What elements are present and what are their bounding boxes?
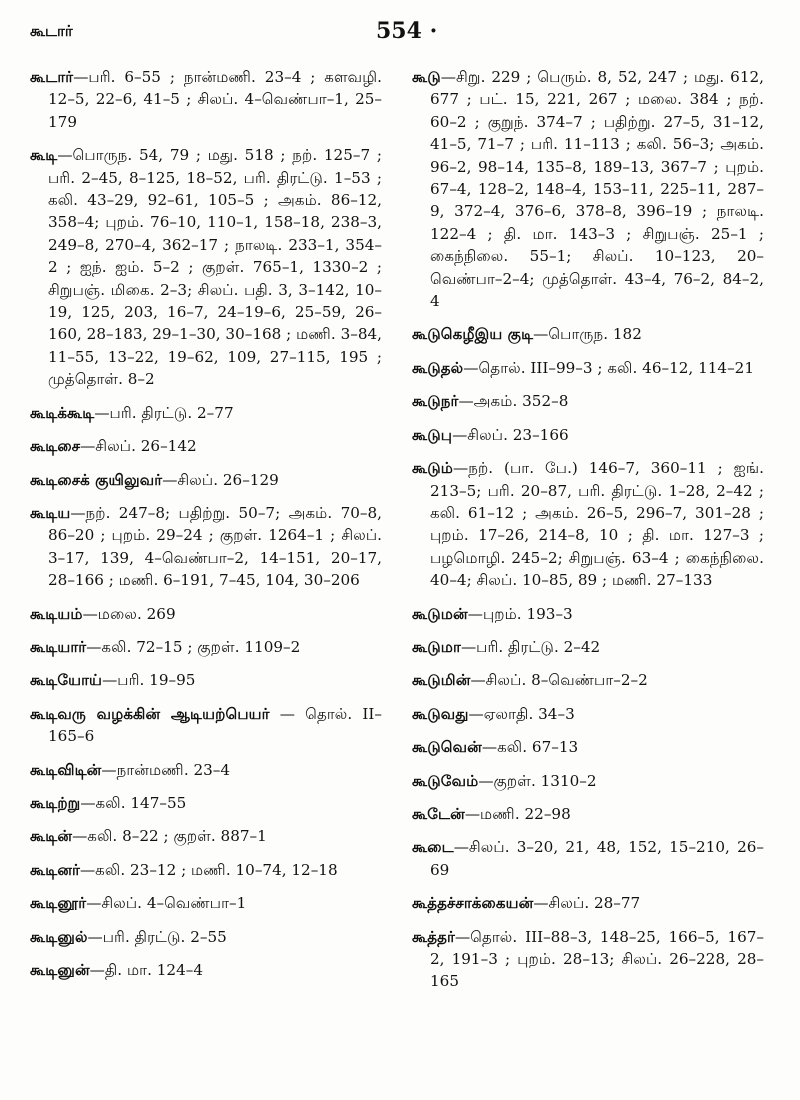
index-entry xyxy=(412,66,764,312)
index-entry xyxy=(30,926,382,948)
entry-headword: கூடேன் xyxy=(412,804,465,823)
entry-headword: கூடுதல் xyxy=(412,358,464,377)
entry-headword: கூடுமா xyxy=(412,637,461,656)
entry-headword: கூடியோய் xyxy=(30,671,103,690)
index-entry xyxy=(30,603,382,625)
index-entry xyxy=(412,736,764,758)
index-entry xyxy=(412,669,764,691)
index-entry xyxy=(30,144,382,390)
index-entry xyxy=(30,759,382,781)
running-head: கூடார் xyxy=(30,22,73,40)
entry-headword: கூடுநர் xyxy=(412,392,459,411)
entry-references: —சிலப். 3–20, 21, 48, 152, 15–210, 26–69 xyxy=(430,838,764,879)
entry-references: — தொல். II–165–6 xyxy=(48,704,382,746)
entry-headword: கூத்தர் xyxy=(412,927,455,946)
entry-headword: கூடு xyxy=(412,68,441,86)
index-entry xyxy=(412,424,764,446)
entry-headword: கூடுபு xyxy=(412,425,453,444)
entry-references: —சிலப். 28–77 xyxy=(533,894,641,913)
entry-references: —கலி. 147–55 xyxy=(80,793,187,812)
entry-headword: கூடுவேம் xyxy=(412,771,479,790)
index-entry xyxy=(30,66,382,133)
entry-references: —சிலப். 26–129 xyxy=(162,470,279,489)
entry-headword: கூடிவிடின் xyxy=(30,760,102,779)
entry-headword: கூடுகெழீஇய குடி xyxy=(412,325,534,344)
index-entry xyxy=(30,402,382,424)
index-entry xyxy=(412,836,764,881)
entry-headword: கூடிற்று xyxy=(30,793,81,812)
entry-references: —தி. மா. 124–4 xyxy=(89,961,204,979)
entry-headword: கூடின் xyxy=(30,827,73,846)
entry-references: —மலை. 269 xyxy=(82,604,176,623)
index-entry xyxy=(412,457,764,591)
entry-headword: கூடியார் xyxy=(30,637,87,656)
entry-headword: கூத்தச்சாக்கையன் xyxy=(412,894,534,913)
entry-headword: கூடிவரு வழக்கின் ஆடியற்பெயர் xyxy=(30,704,270,723)
entry-references: —பரி. திரட்டு. 2–77 xyxy=(94,403,234,422)
entry-references: —பரி. 19–95 xyxy=(102,671,196,690)
entry-references: —கலி. 8–22 ; குறள். 887–1 xyxy=(72,827,267,846)
entry-headword: கூடியம் xyxy=(30,604,83,623)
index-entry xyxy=(30,792,382,814)
entry-references: —சிலப். 4–வெண்பா–1 xyxy=(86,894,247,913)
entry-references: —நற். 247–8; பதிற்று. 50–7; அகம். 70–8, 86–20 ; புறம். 29–24 ; குறள். 1264–1 ; சிலப். 3–17, 139, 4–வெண்பா–2, 14–151, 20–17, 28–166 ; மணி. 6–191, 7–45, 104, 30–206 xyxy=(48,503,382,590)
entry-headword: கூடை xyxy=(412,838,454,857)
entry-references: —கலி. 72–15 ; குறள். 1109–2 xyxy=(86,637,301,656)
index-entry xyxy=(30,859,382,881)
entry-references: —தொல். III–88–3, 148–25, 166–5, 167–2, 191–3 ; புறம். 28–13; சிலப். 26–228, 28–165 xyxy=(430,927,764,991)
index-entry xyxy=(30,435,382,457)
index-entry xyxy=(30,636,382,658)
entry-headword: கூடிய xyxy=(30,503,71,522)
entry-references: —குறள். 1310–2 xyxy=(478,771,597,790)
entry-references: —சிறு. 229 ; பெரும். 8, 52, 247 ; மது. 612, 677 ; பட். 15, 221, 267 ; மலை. 384 ; நற். 60–2 ; குறுந். 374–7 ; பதிற்று. 27–5, 31–12, 41–5, 71–7 ; பரி. 11–113 ; கலி. 56–3; அகம். 96–2, 98–14, 135–8, 189–13, 367–7 ; புறம். 67–4, 128–2, 148–4, 153–11, 225–11, 287–9, 372–4, 376–6, 378–8, 396–19 ; நாலடி. 122–4 ; தி. மா. 143–3 ; சிறுபஞ். 25–1 ; கைந்நிலை. 55–1; சிலப். 10–123, 20–வெண்பா–2–4; முத்தொள். 43–4, 76–2, 84–2, 4 xyxy=(430,68,764,311)
index-entry xyxy=(30,825,382,847)
entry-headword: கூடினுல் xyxy=(30,927,88,946)
entry-headword: கூடுவது xyxy=(412,704,469,723)
entry-headword: கூடார் xyxy=(30,68,74,86)
entry-references: —சிலப். 23–166 xyxy=(452,425,569,444)
entry-references: —பொருந. 54, 79 ; மது. 518 ; நற். 125–7 ; பரி. 2–45, 8–125, 18–52, பரி. திரட்டு. 1–53 ; கலி. 43–29, 92–61, 105–5 ; அகம். 86–12, 358–4; புறம். 76–10, 110–1, 158–18, 238–3, 249–8, 270–4, 362–17 ; நாலடி. 233–1, 354–2 ; ஐந். ஐம். 5–2 ; குறள். 765–1, 1330–2 ; சிறுபஞ். மிகை. 2–3; சிலப். பதி. 3, 3–142, 10–19, 125, 203, 16–7, 24–19–6, 25–59, 26–160, 28–183, 29–1–30, 30–168 ; மணி. 3–84, 11–55, 13–22, 19–62, 109, 27–115, 195 ; முத்தொள். 8–2 xyxy=(48,146,382,389)
index-entry xyxy=(30,892,382,914)
entry-headword: கூடினூர் xyxy=(30,894,87,913)
index-entry xyxy=(412,636,764,658)
entry-references: —பொருந. 182 xyxy=(533,325,642,344)
index-entry xyxy=(30,703,382,748)
entry-headword: கூடுமன் xyxy=(412,604,468,623)
entry-references: —பரி. திரட்டு. 2–55 xyxy=(87,927,227,946)
entry-references: —நான்மணி. 23–4 xyxy=(101,760,231,779)
entry-references: —கலி. 67–13 xyxy=(481,738,579,757)
index-entry xyxy=(30,669,382,691)
index-entry xyxy=(412,770,764,792)
entry-headword: கூடுவென் xyxy=(412,738,482,757)
index-entry xyxy=(412,390,764,412)
index-entry xyxy=(30,502,382,592)
index-entry xyxy=(30,469,382,491)
entry-references: —மணி. 22–98 xyxy=(464,804,571,823)
entry-references: —அகம். 352–8 xyxy=(458,392,569,411)
entry-references: —சிலப். 8–வெண்பா–2–2 xyxy=(470,671,648,690)
entry-headword: கூடும் xyxy=(412,459,454,478)
index-entry xyxy=(412,926,764,993)
entry-headword: கூடி xyxy=(30,146,58,165)
entry-headword: கூடினுன் xyxy=(30,961,90,979)
left-column xyxy=(30,66,382,992)
entry-headword: கூடிசைக் குயிலுவர் xyxy=(30,470,163,489)
entry-headword: கூடிக்கூடி xyxy=(30,403,95,422)
index-entry xyxy=(412,357,764,379)
right-column xyxy=(412,66,764,1004)
index-entry xyxy=(30,959,382,981)
index-entry xyxy=(412,892,764,914)
index-entry xyxy=(412,703,764,725)
entry-references: —சிலப். 26–142 xyxy=(80,437,197,456)
entry-references: —பரி. திரட்டு. 2–42 xyxy=(460,637,601,656)
index-entry xyxy=(412,323,764,345)
entry-references: —தொல். III–99–3 ; கலி. 46–12, 114–21 xyxy=(463,358,754,377)
entry-references: —பரி. 6–55 ; நான்மணி. 23–4 ; களவழி. 12–5, 22–6, 41–5 ; சிலப். 4–வெண்பா–1, 25–179 xyxy=(48,68,382,131)
entry-references: —புறம். 193–3 xyxy=(467,604,573,623)
entry-headword: கூடிசை xyxy=(30,437,81,456)
entry-references: —நற். (பா. பே.) 146–7, 360–11 ; ஐங். 213–5; பரி. 20–87, பரி. திரட்டு. 1–28, 2–42 ; கலி. 61–12 ; அகம். 26–5, 296–7, 301–28 ; புறம். 17–26, 214–8, 10 ; தி. மா. 127–3 ; பழமொழி. 245–2; சிறுபஞ். 63–4 ; கைந்நிலை. 40–4; சிலப். 10–85, 89 ; மணி. 27–133 xyxy=(430,459,764,590)
entry-headword: கூடினர் xyxy=(30,860,80,879)
index-entry xyxy=(412,803,764,825)
index-entry xyxy=(412,603,764,625)
entry-headword: கூடுமின் xyxy=(412,671,471,690)
page-number: 554 · xyxy=(376,18,438,44)
entry-references: —கலி. 23–12 ; மணி. 10–74, 12–18 xyxy=(79,860,338,879)
entry-references: —ஏலாதி. 34–3 xyxy=(468,704,575,723)
